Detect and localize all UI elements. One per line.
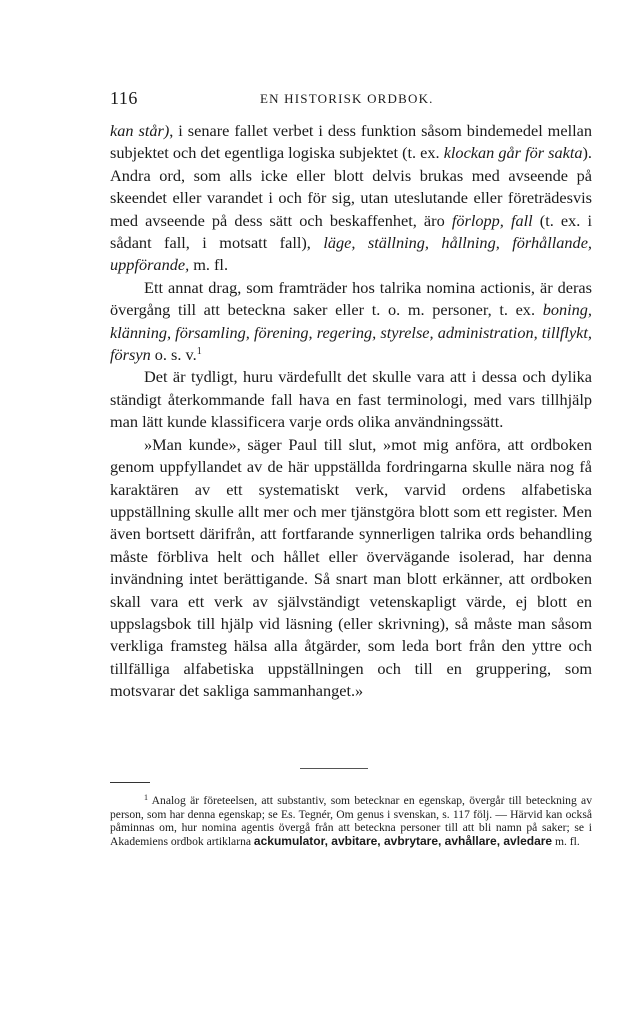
italic-phrase: kan står) [110,121,170,140]
text-run: Ett annat drag, som framträder hos talrika nomina actionis, är deras övergång till att beteckna saker eller t. o. m. personer, t. ex. [110,277,592,320]
section-separator [300,768,368,769]
italic-phrase: läge, ställning, hållning, förhållande, uppförande, [110,233,592,275]
text-run: Det är tydligt, huru värdefullt det skulle vara att i dessa och dylika ständigt återkommande fall hava en fast terminologi, med vars tillhjälp man lätt kunde klassificera varje ords olika användningssätt. [110,367,592,432]
footnote-paragraph [110,794,592,848]
paragraph-4 [110,434,592,703]
bold-terms: ackumulator, avbitare, avbrytare, avhållare, avledare [253,833,553,848]
text-run: m. fl. [552,834,580,848]
text-run: m. fl. [189,255,229,275]
text-run: o. s. v. [150,345,197,365]
italic-phrase: förlopp, fall [451,210,533,230]
text-run: Analog är företeelsen, att substantiv, som betecknar en egenskap, övergår till beteckning av person, som har denna egenskap; se Es. Tegnér, Om genus i svenskan, s. 117 följ. — Härvid kan också påminnas om, hur nomina agentis övergå från att beteckna personer till att bli namn på saker; se i Akademiens ordbok artiklarna [110,794,592,848]
text-run: (t. ex. i sådant fall, i motsatt fall), [110,210,592,253]
text-run: ). Andra ord, som alls icke eller blott delvis brukas med avseende på skeendet eller varandet i och för sig, utan uteslutande eller företrädesvis med avseende på dess sätt och beskaffenhet, äro [110,143,593,230]
footnote [110,794,592,848]
running-head: EN HISTORISK ORDBOK. [260,91,434,106]
paragraph-1 [110,120,592,277]
text-run: »Man kunde», säger Paul till slut, »mot mig anföra, att ordboken genom uppfyllandet av de här uppställda fordringarna skulle nära nog få karaktären av ett systematiskt verk, varvid ordens alfabetiska uppställning skulle allt mer och mer tjänstgöra blott som ett register. Men även bortsett därifrån, att fortfarande synnerligen talrika ords behandling måste förbliva helt och hållet eller övervägande isolerad, har denna invändning intet berättigande. Så snart man blott erkänner, att ordboken skall vara ett verk av självständigt vetenskapligt värde, ej blott en uppslagsbok till hjälp vid läsning (eller skrivning), så måste man såsom verkliga framsteg hälsa alla åtgärder, som leda bort från den yttre och tillfälliga alfabetiska uppställningen och till en gruppering, som motsvarar det sakliga sammanhanget.» [110,434,592,701]
paragraph-2 [110,277,592,367]
paragraph-3 [110,366,592,433]
page-number: 116 [110,88,138,108]
body-text [110,120,592,703]
footnote-reference[interactable]: 1 [196,346,202,358]
italic-phrase: boning, klänning, församling, förening, regering, styrelse, administration, tillflykt, försyn [110,300,592,365]
text-run: , i senare fallet verbet i dess funktion såsom bindemedel mellan subjektet och det egentliga logiska subjektet (t. ex. [110,121,592,163]
italic-phrase: klockan går för sakta [443,143,583,163]
footnote-mark: 1 [144,793,148,802]
page-header [110,88,592,112]
footnote-rule [110,782,150,783]
